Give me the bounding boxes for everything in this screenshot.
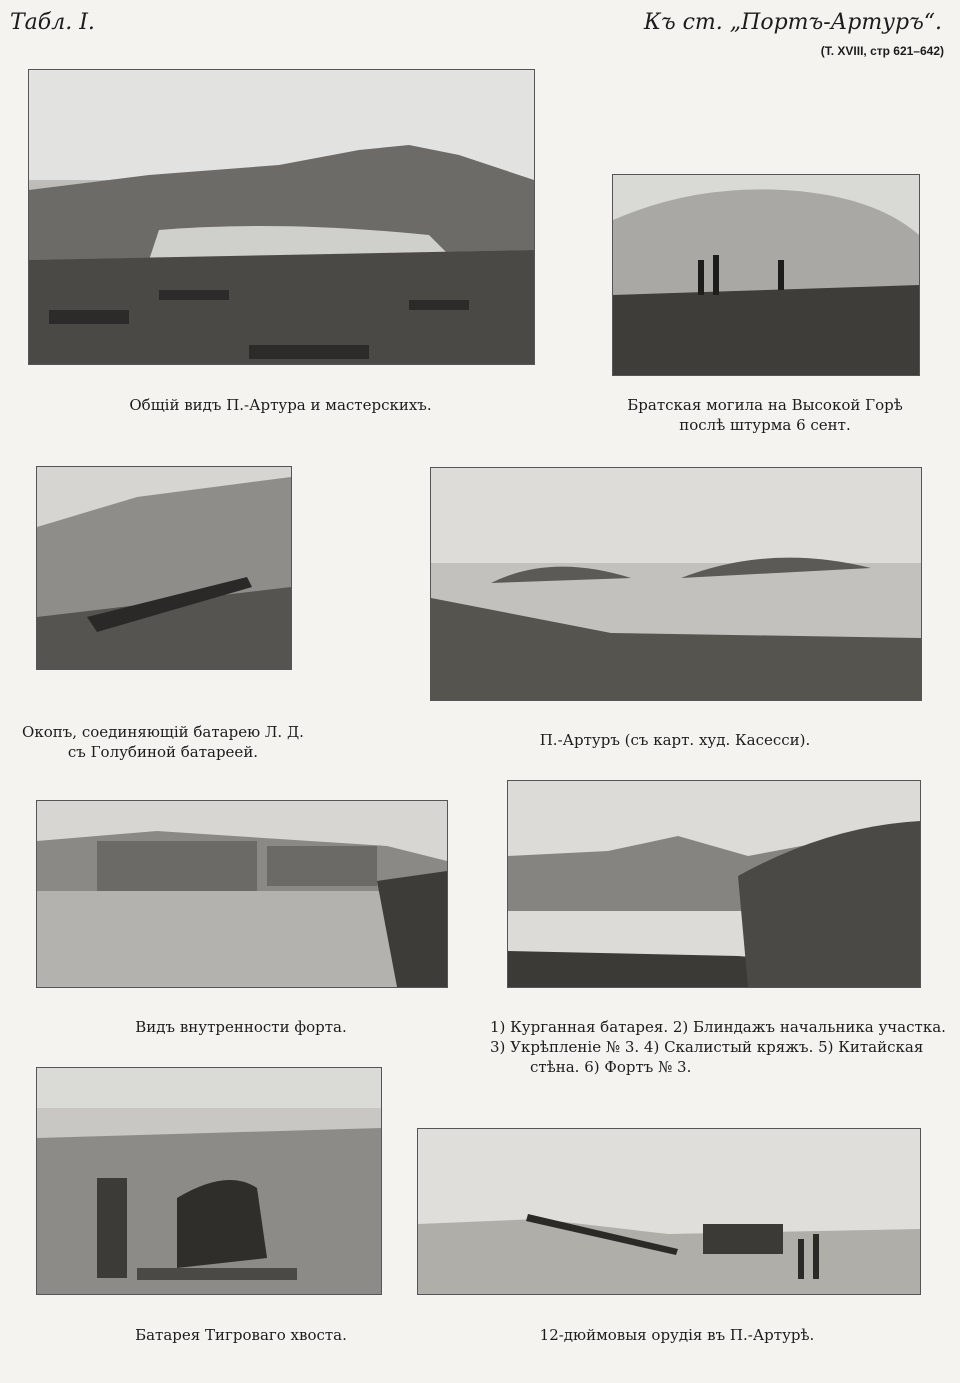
photo-general-view [28, 69, 535, 365]
photo-mass-grave [612, 174, 920, 376]
photo-trench [36, 466, 292, 670]
caption-trench: Окопъ, соединяющій батарею Л. Д. съ Голубиной батареей. [22, 723, 304, 761]
caption-port-arthur-painting: П.-Артуръ (съ карт. худ. Касесси). [539, 731, 811, 749]
photo-tiger-tail-battery [36, 1067, 382, 1295]
caption-general-view: Общій видъ П.-Артура и мастерскихъ. [129, 396, 432, 414]
photo-12-inch-guns [417, 1128, 921, 1295]
caption-kurgan-battery: 1) Курганная батарея. 2) Блиндажъ начальника участка. 3) Укрѣпленіе № 3. 4) Скалистый кряжъ. 5) Китайская стѣна. 6) Фортъ № 3. [490, 1018, 946, 1076]
photo-fort-interior [36, 800, 448, 988]
article-reference: Къ ст. „Портъ-Артуръ“. [643, 10, 942, 35]
caption-mass-grave: Братская могила на Высокой Горѣ послѣ штурма 6 сент. [627, 396, 903, 434]
volume-reference: (Т. XVIII, стр 621–642) [820, 44, 944, 58]
table-label: Табл. I. [10, 10, 95, 35]
caption-12-inch-guns: 12-дюймовыя орудія въ П.-Артурѣ. [539, 1326, 815, 1344]
caption-tiger-tail-battery: Батарея Тигроваго хвоста. [135, 1326, 347, 1344]
caption-fort-interior: Видъ внутренности форта. [135, 1018, 347, 1036]
photo-port-arthur-painting [430, 467, 922, 701]
photo-kurgan-battery [507, 780, 921, 988]
